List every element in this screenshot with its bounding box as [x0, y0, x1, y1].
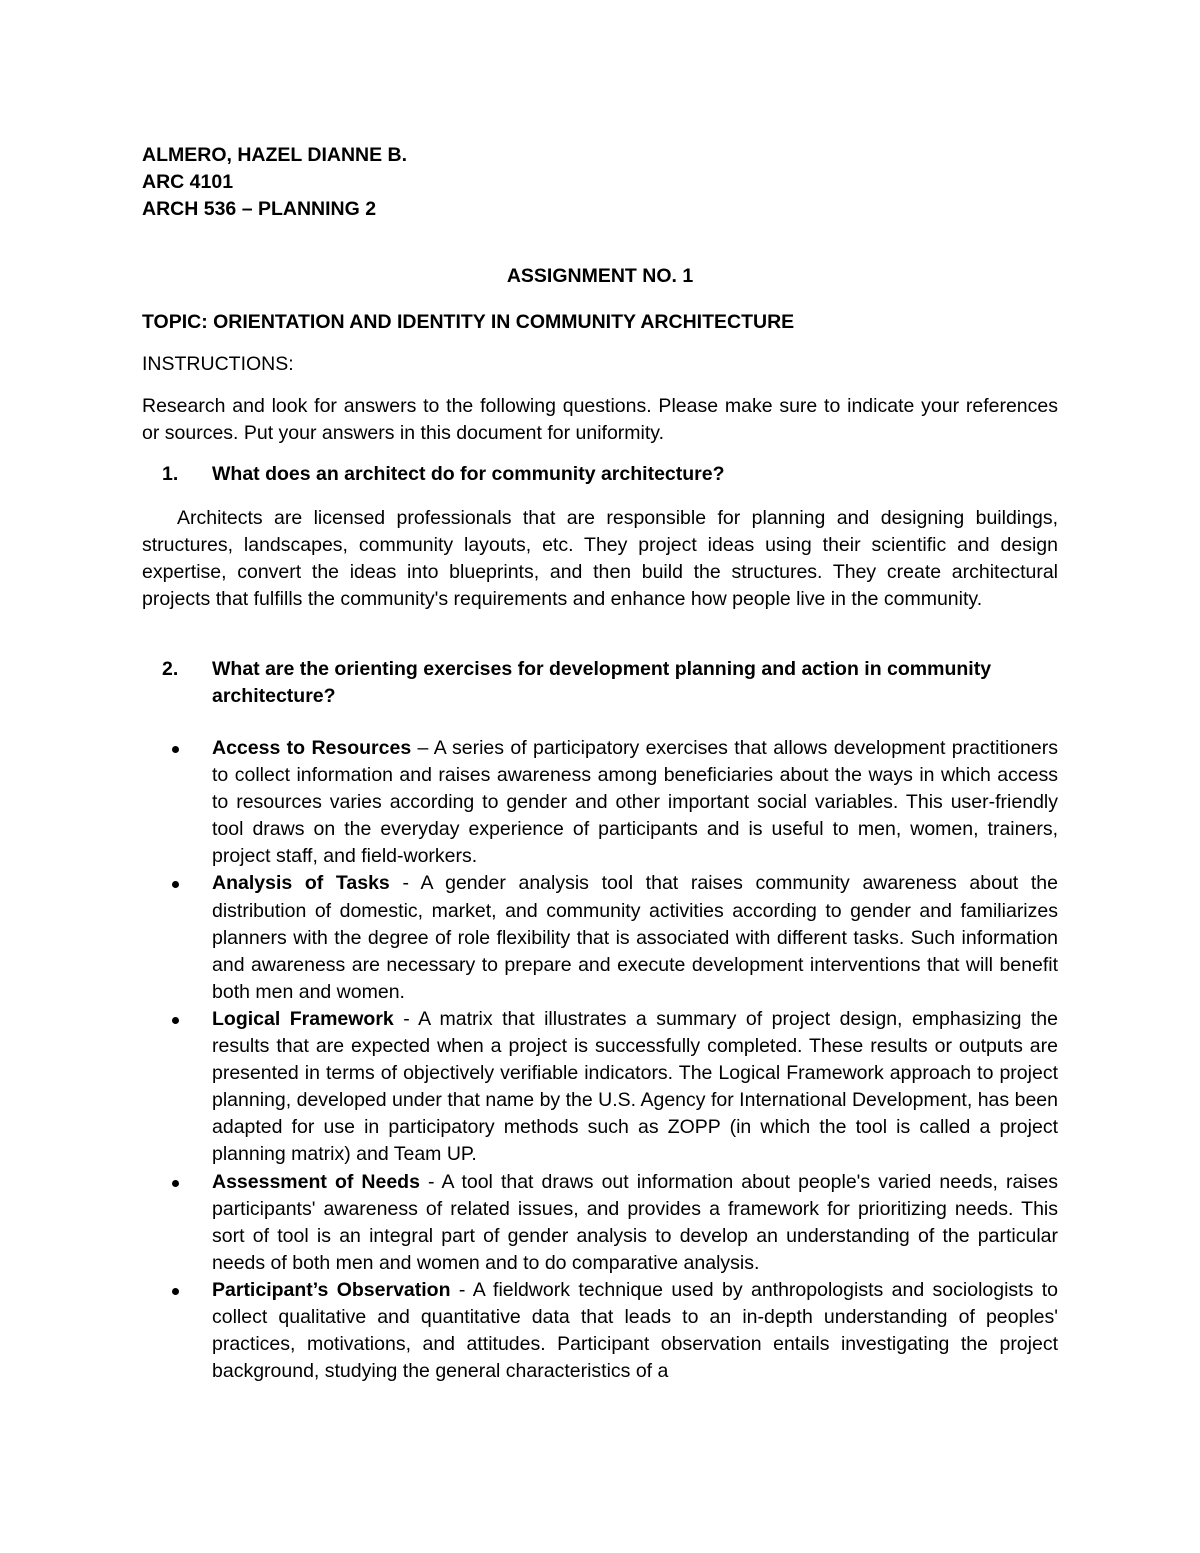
- exercise-separator: -: [393, 1007, 419, 1030]
- exercise-description: A matrix that illustrates a summary of project design, emphasizing the results that are expected when a project is successfully completed. These results or outputs are presented in terms of objectively verifiable indicators. The Logical Framework approach to project planning, developed under that name by the U.S. Agency for International Development, has been adapted for use in participatory methods such as ZOPP (in which the tool is called a project planning matrix) and Team UP.: [212, 1007, 1058, 1166]
- exercise-description: A tool that draws out information about people's varied needs, raises participants' awareness of related issues, and provides a framework for prioritizing needs. This sort of tool is an integral part of gender analysis to develop an understanding of the particular needs of both men and women and to do comparative analysis.: [212, 1170, 1058, 1274]
- topic-heading: TOPIC: ORIENTATION AND IDENTITY IN COMMUNITY ARCHITECTURE: [142, 311, 795, 333]
- exercise-separator: -: [389, 872, 421, 895]
- assignment-title: ASSIGNMENT NO. 1: [506, 265, 694, 287]
- bullet-icon: [172, 1017, 179, 1024]
- exercise-term: Participant’s Observation: [212, 1278, 451, 1301]
- question-2-text: What are the orienting exercises for development planning and action in community architecture?: [212, 658, 992, 707]
- class-section: ARC 4101: [142, 171, 234, 193]
- list-item: [142, 1277, 1058, 1385]
- question-1-number: 1.: [162, 463, 179, 485]
- exercise-separator: –: [411, 737, 434, 759]
- exercise-description: A gender analysis tool that raises community awareness about the distribution of domestic, market, and community activities according to gender and familiarizes planners with the degree of role flexibility that is associated with different tasks. Such information and awareness are necessary to prepare and execute development interventions that will benefit both men and women.: [212, 872, 1058, 1003]
- exercise-term: Assessment of Needs: [212, 1170, 420, 1193]
- question-2-number: 2.: [162, 658, 179, 680]
- list-item: [142, 1006, 1058, 1169]
- list-item: [142, 735, 1058, 870]
- answer-1-paragraph: Architects are licensed professionals that are responsible for planning and designing buildings, structures, landscapes, community layouts, etc. They project ideas using their scientific and design expertise, convert the ideas into blueprints, and then build the structures. They create architectural projects that fulfills the community's requirements and enhance how people live in the community.: [142, 507, 1058, 610]
- exercise-term: Analysis of Tasks: [212, 872, 390, 895]
- list-item: [142, 1169, 1058, 1277]
- student-name: ALMERO, HAZEL DIANNE B.: [142, 144, 408, 166]
- bullet-icon: [172, 1288, 179, 1295]
- instructions-label: INSTRUCTIONS:: [142, 353, 294, 375]
- question-2: [142, 656, 1058, 710]
- course-title: ARCH 536 – PLANNING 2: [142, 198, 377, 220]
- exercise-term: Logical Framework: [212, 1007, 394, 1030]
- exercise-separator: -: [450, 1278, 473, 1301]
- bullet-icon: [172, 746, 179, 753]
- exercise-description: A series of participatory exercises that allows development practitioners to collect information and raises awareness among beneficiaries about the ways in which access to resources varies according to gender and other important social variables. This user-friendly tool draws on the everyday experience of participants and is useful to men, women, trainers, project staff, and field-workers.: [212, 737, 1058, 868]
- exercise-separator: -: [419, 1170, 442, 1193]
- exercise-description: A fieldwork technique used by anthropologists and sociologists to collect qualitative and quantitative data that leads to an in-depth understanding of peoples' practices, motivations, and attitudes. Participant observation entails investigating the project background, studying the general characteristics of a: [212, 1278, 1058, 1383]
- list-item: [142, 870, 1058, 1005]
- bullet-icon: [172, 881, 179, 888]
- instructions-text: Research and look for answers to the following questions. Please make sure to indicate your references or sources. Put your answers in this document for uniformity.: [142, 395, 1058, 444]
- orienting-exercises-list: [142, 735, 1058, 1385]
- question-1-text: What does an architect do for community architecture?: [212, 463, 725, 485]
- question-1: [142, 461, 1058, 488]
- bullet-icon: [172, 1180, 179, 1187]
- exercise-term: Access to Resources: [212, 737, 412, 759]
